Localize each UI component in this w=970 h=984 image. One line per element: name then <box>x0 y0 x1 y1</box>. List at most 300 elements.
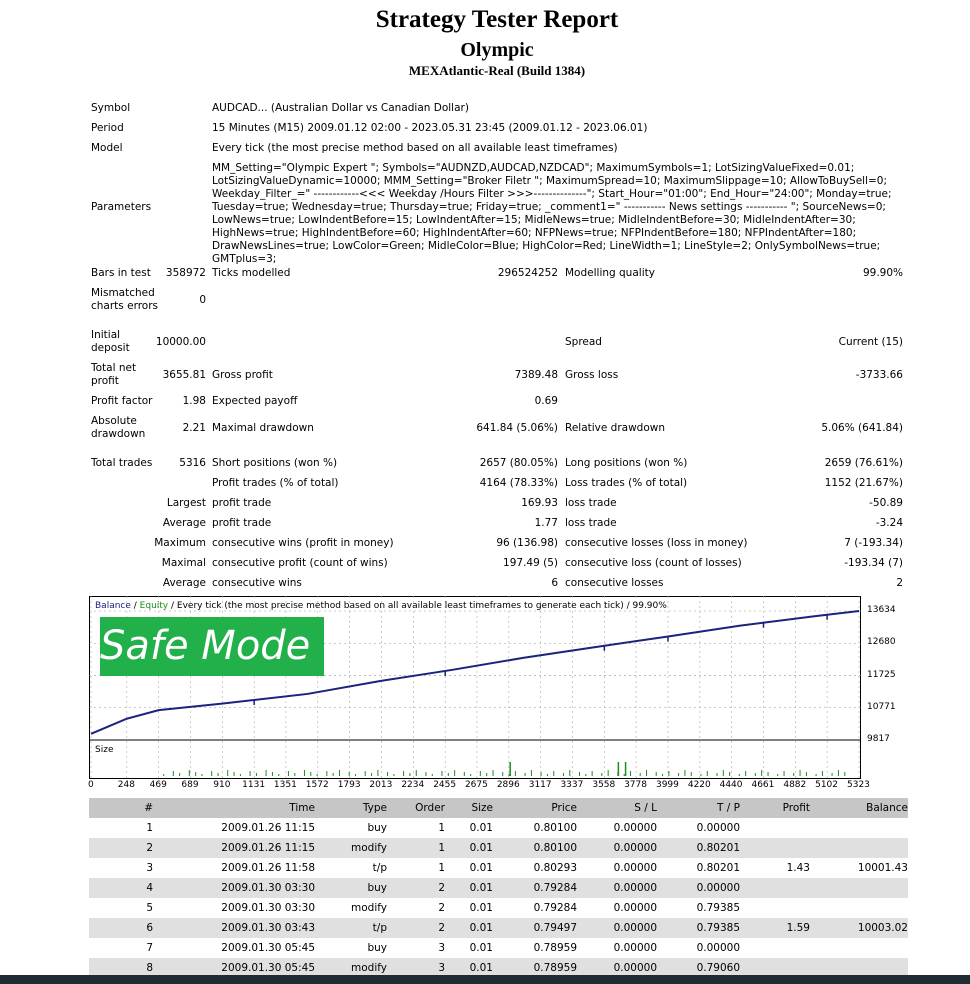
column-header: Time <box>153 798 315 818</box>
volume-bar <box>377 770 378 776</box>
x-tick-label: 0 <box>88 780 94 790</box>
grossloss-label: Gross loss <box>565 369 619 381</box>
y-tick-label: 13634 <box>867 605 896 615</box>
volume-bar <box>547 774 548 776</box>
bars-label: Bars in test <box>91 267 151 279</box>
table-cell: 2009.01.30 05:45 <box>153 958 315 978</box>
maximal-label: Maximal <box>161 557 206 569</box>
table-cell: 0.78959 <box>493 958 577 978</box>
volume-bar <box>240 774 241 776</box>
volume-bar <box>745 771 746 776</box>
volume-bar <box>409 773 410 776</box>
x-tick-label: 5323 <box>847 780 870 790</box>
avg-cons-losses-value: 2 <box>896 577 903 589</box>
table-cell: 1.43 <box>786 862 810 874</box>
mismatch-label: Mismatched charts errors <box>91 287 158 312</box>
volume-bar <box>509 774 510 776</box>
volume-bar <box>333 773 334 776</box>
table-header <box>89 798 908 818</box>
profittrades-value: 4164 (78.33%) <box>479 477 558 489</box>
volume-bar <box>272 772 273 776</box>
table-cell: 0.00000 <box>613 902 657 914</box>
table-row <box>89 838 908 858</box>
spread-label: Spread <box>565 336 602 348</box>
volume-bar <box>716 773 717 776</box>
maxdd-label: Maximal drawdown <box>212 422 314 434</box>
safe-mode-text: Safe Mode <box>100 623 311 669</box>
table-cell: 1.59 <box>740 918 810 938</box>
short-label: Short positions (won %) <box>212 457 338 469</box>
volume-bar <box>416 770 417 776</box>
maxdd-value: 641.84 (5.06%) <box>476 422 558 434</box>
long-label: Long positions (won %) <box>565 457 688 469</box>
profittrades-label: Profit trades (% of total) <box>212 477 339 489</box>
symbol-value: AUDCAD... (Australian Dollar vs Canadian Dollar) <box>212 102 469 114</box>
x-tick-label: 4440 <box>719 780 743 790</box>
volume-bar <box>349 772 350 776</box>
volume-bar <box>317 774 318 776</box>
legend-separator: / <box>130 601 140 611</box>
volume-bar <box>579 772 580 776</box>
volume-bar <box>448 773 449 776</box>
table-cell: 0.80100 <box>493 838 577 858</box>
volume-bar <box>173 771 174 776</box>
x-tick-label: 2675 <box>464 780 488 790</box>
volume-bar <box>294 773 295 776</box>
table-cell <box>810 838 908 858</box>
max-cons-wins-label: consecutive wins (profit in money) <box>212 537 394 549</box>
volume-bar <box>339 770 340 776</box>
table-cell: 6 <box>89 918 153 938</box>
x-tick-label: 3999 <box>655 780 679 790</box>
average2-label: Average <box>162 577 206 589</box>
x-tick-label: 248 <box>117 780 135 790</box>
volume-bar <box>844 772 845 776</box>
table-cell: 2009.01.26 11:58 <box>221 862 315 874</box>
x-tick-label: 2455 <box>433 780 457 790</box>
maximal-cons-profit-label: consecutive profit (count of wins) <box>212 557 388 569</box>
chart-legend <box>95 601 667 611</box>
table-cell <box>810 938 908 958</box>
volume-bar <box>326 771 327 776</box>
table-cell: modify <box>315 838 387 858</box>
table-cell: t/p <box>315 918 387 938</box>
volume-bar <box>700 774 701 776</box>
avg-cons-wins-label: consecutive wins <box>212 577 302 589</box>
average-loss-label: loss trade <box>565 517 617 529</box>
largest-loss-label: loss trade <box>565 497 617 509</box>
largest-profit-value: 169.93 <box>521 497 558 509</box>
table-cell: 0.01 <box>469 822 493 834</box>
volume-bar <box>310 772 311 776</box>
volume-bar <box>618 762 620 776</box>
bars-value: 358972 <box>165 267 206 279</box>
profitfactor-label: Profit factor <box>91 395 153 407</box>
report-title: Strategy Tester Report <box>375 6 619 33</box>
taskbar <box>0 975 970 984</box>
x-tick-label: 910 <box>213 780 231 790</box>
volume-bar <box>464 772 465 776</box>
maximum-label: Maximum <box>154 537 206 549</box>
table-cell <box>740 878 810 898</box>
volume-bar <box>470 774 471 776</box>
volume-bar <box>502 772 503 776</box>
deposit-label: Initial deposit <box>91 329 130 354</box>
netprofit-value: 3655.81 <box>162 369 206 381</box>
average-profit-value: 1.77 <box>534 517 558 529</box>
volume-bar <box>707 771 708 776</box>
model-value: Every tick (the most precise method based on all available least timeframes) <box>212 142 618 154</box>
spread-value: Current (15) <box>838 336 903 348</box>
avg-cons-wins-value: 6 <box>551 577 558 589</box>
y-tick-label: 11725 <box>867 669 896 680</box>
volume-bar <box>493 770 494 776</box>
mismatch-value: 0 <box>199 294 206 306</box>
table-cell: 0.79060 <box>657 958 740 978</box>
table-cell: 2 <box>89 838 153 858</box>
server-build: MEXAtlantic-Real (Build 1384) <box>408 63 586 78</box>
legend-equity: Equity <box>139 601 169 611</box>
table-cell: 2009.01.30 05:45 <box>221 942 315 954</box>
volume-bar <box>691 772 692 776</box>
table-cell: 2 <box>438 902 445 914</box>
table-cell: 1 <box>387 838 445 858</box>
table-cell: buy <box>367 822 387 834</box>
volume-bar <box>563 773 564 776</box>
table-cell: 0.78959 <box>533 942 577 954</box>
table-cell <box>740 818 810 838</box>
volume-bar <box>509 762 511 776</box>
totaltrades-label: Total trades <box>91 457 153 469</box>
ea-name: Olympic <box>460 39 534 61</box>
period-label: Period <box>91 122 124 134</box>
table-cell <box>740 938 810 958</box>
largest-profit-label: profit trade <box>212 497 272 509</box>
volume-bar <box>793 773 794 776</box>
quality-label: Modelling quality <box>565 267 655 279</box>
table-cell: 0.01 <box>445 918 493 938</box>
table-cell: 2009.01.26 11:15 <box>221 822 315 834</box>
table-cell: 0.00000 <box>613 862 657 874</box>
column-header: Balance <box>810 798 908 818</box>
deals-table <box>89 798 908 978</box>
x-tick-label: 1351 <box>273 780 297 790</box>
volume-bar <box>553 771 554 776</box>
volume-bar <box>800 770 801 776</box>
column-header: Profit <box>740 798 810 818</box>
volume-bar <box>729 772 730 776</box>
volume-bar <box>723 770 724 776</box>
volume-bar <box>179 773 180 776</box>
x-tick-label: 4661 <box>751 780 775 790</box>
table-cell: 1 <box>438 822 445 834</box>
totaltrades-value: 5316 <box>179 457 206 469</box>
volume-bar <box>656 772 657 776</box>
volume-bar <box>189 770 190 776</box>
volume-bar <box>365 771 366 776</box>
column-header: T / P <box>657 798 740 818</box>
table-cell: 3 <box>387 958 445 978</box>
x-tick-label: 1572 <box>305 780 329 790</box>
largest-loss-value: -50.89 <box>869 497 903 509</box>
table-cell: 0.00000 <box>577 958 657 978</box>
column-header: Price <box>493 798 577 818</box>
x-tick-label: 5102 <box>815 780 839 790</box>
losstrades-label: Loss trades (% of total) <box>565 477 688 489</box>
volume-bar <box>822 771 823 776</box>
legend-balance: Balance <box>95 601 131 611</box>
table-cell: 4 <box>89 878 153 898</box>
safe-mode-overlay <box>100 617 324 676</box>
volume-bar <box>806 772 807 776</box>
table-cell: 0.01 <box>445 838 493 858</box>
volume-bar <box>761 770 762 776</box>
parameters-label: Parameters <box>91 201 152 213</box>
table-cell: 0.79284 <box>493 878 577 898</box>
table-cell: 8 <box>89 958 153 978</box>
volume-bar <box>454 770 455 776</box>
volume-bar <box>668 771 669 776</box>
parameters-value: MM_Setting="Olympic Expert "; Symbols="AUDNZD,AUDCAD,NZDCAD"; MaximumSymbols=1; LotSizingValueFixed=0.01; LotSizingValueDynamic=10000; MMM_Setting="Broker Filetr "; MaximumSpread=10; MaximumSlippage=10; AllowToBuySell=0; Weekday_Filter_=" ------------<<< Weekday /Hours Filter >>>--------------"; Start_Hour="01:00"; End_Hour="24:00"; Monday=true; Tuesday=true; Wednesday=true; Thursday=true; Friday=true; _comment1=" ----------- News settings ----------- "; SourceNews=0; LowNews=true; LowIndentBefore=15; LowIndentAfter=15; MidleNews=true; MidleIndentBefore=30; MidleIndentAfter=30; HighNews=true; HighIndentBefore=60; HighIndentAfter=60; NFPNews=true; NFPIndentBefore=180; NFPIndentAfter=180; DrawNewsLines=true; LowColor=Green; MidleColor=Blue; HighColor=Red; LineWidth=1; LineStyle=2; OnlySymbolNews=true; GMTplus=3; <box>212 162 892 265</box>
volume-bar <box>739 774 740 776</box>
volume-bar <box>585 774 586 776</box>
table-cell: 0.00000 <box>577 838 657 858</box>
table-cell: 7 <box>146 942 153 954</box>
table-cell: 0.00000 <box>613 822 657 834</box>
maximal-cons-loss-value: -193.34 (7) <box>844 557 903 569</box>
volume-bar <box>371 773 372 776</box>
table-cell: 3 <box>146 862 153 874</box>
table-cell: t/p <box>372 862 387 874</box>
volume-bar <box>601 773 602 776</box>
table-row <box>89 818 908 838</box>
netprofit-label: Total net profit <box>91 362 137 387</box>
volume-bar <box>624 774 625 776</box>
table-cell <box>740 898 810 918</box>
quality-value: 99.90% <box>862 267 903 279</box>
table-cell: modify <box>351 902 387 914</box>
volume-bar <box>777 774 778 776</box>
volume-bar <box>250 771 251 776</box>
x-tick-label: 3337 <box>560 780 584 790</box>
table-cell: 2 <box>387 878 445 898</box>
reldd-value: 5.06% (641.84) <box>821 422 903 434</box>
table-cell <box>740 838 810 858</box>
volume-bar <box>432 774 433 776</box>
grossloss-value: -3733.66 <box>855 369 903 381</box>
y-tick-label: 10771 <box>867 701 896 712</box>
volume-bar <box>515 771 516 776</box>
reldd-label: Relative drawdown <box>565 422 666 434</box>
volume-bar <box>755 773 756 776</box>
legend-description: / Every tick (the most precise method based on all available least timeframes to generate each tick) / 99.90% <box>168 601 667 611</box>
x-tick-label: 1793 <box>337 780 361 790</box>
long-value: 2659 (76.61%) <box>824 457 903 469</box>
table-cell: 2009.01.30 03:30 <box>221 902 315 914</box>
max-cons-wins-value: 96 (136.98) <box>496 537 558 549</box>
average-label: Average <box>162 517 206 529</box>
volume-bar <box>234 772 235 776</box>
average-loss-value: -3.24 <box>875 517 903 529</box>
grossprofit-value: 7389.48 <box>514 369 558 381</box>
table-cell: 0.00000 <box>696 822 740 834</box>
ticks-label: Ticks modelled <box>212 267 291 279</box>
volume-bar <box>304 770 305 776</box>
table-cell: 0.00000 <box>577 918 657 938</box>
x-tick-label: 689 <box>181 780 199 790</box>
table-cell: 5 <box>146 902 153 914</box>
short-value: 2657 (80.05%) <box>479 457 558 469</box>
table-cell: 0.00000 <box>696 942 740 954</box>
table-cell: buy <box>367 942 387 954</box>
expectedpayoff-value: 0.69 <box>534 395 558 407</box>
volume-bar <box>525 773 526 776</box>
x-tick-label: 1131 <box>242 780 266 790</box>
table-cell: 0.80201 <box>657 838 740 858</box>
table-cell: 10001.43 <box>857 862 908 874</box>
volume-bar <box>784 771 785 776</box>
maximal-cons-loss-label: consecutive loss (count of losses) <box>565 557 742 569</box>
period-value: 15 Minutes (M15) 2009.01.12 02:00 - 2023.05.31 23:45 (2009.01.12 - 2023.06.01) <box>212 122 648 134</box>
table-cell: 1 <box>146 822 153 834</box>
volume-bar <box>355 774 356 776</box>
volume-bar <box>441 771 442 776</box>
table-row <box>89 918 908 938</box>
volume-bar <box>662 774 663 776</box>
column-header: # <box>89 798 153 818</box>
x-tick-label: 2234 <box>401 780 425 790</box>
largest-label: Largest <box>166 497 206 509</box>
volume-bar <box>832 773 833 776</box>
table-cell: 0.79385 <box>696 902 740 914</box>
losstrades-value: 1152 (21.67%) <box>824 477 903 489</box>
grossprofit-label: Gross profit <box>212 369 273 381</box>
volume-bar <box>425 772 426 776</box>
table-cell <box>810 878 908 898</box>
table-cell: 0.79385 <box>657 918 740 938</box>
table-cell: 0.80293 <box>533 862 577 874</box>
volume-bar <box>218 773 219 776</box>
volume-bar <box>541 772 542 776</box>
table-cell <box>810 898 908 918</box>
absdd-label: Absolute drawdown <box>91 415 146 440</box>
table-row <box>89 938 908 958</box>
volume-bar <box>569 770 570 776</box>
x-tick-label: 3558 <box>592 780 616 790</box>
ticks-value: 296524252 <box>497 267 558 279</box>
volume-bar <box>480 771 481 776</box>
table-cell: 10003.02 <box>810 918 908 938</box>
volume-bar <box>256 773 257 776</box>
volume-bar <box>816 774 817 776</box>
volume-bar <box>531 770 532 776</box>
avg-cons-losses-label: consecutive losses <box>565 577 664 589</box>
profitfactor-value: 1.98 <box>182 395 206 407</box>
table-cell: 0.79284 <box>533 902 577 914</box>
volume-bar <box>768 772 769 776</box>
table-cell: 2009.01.26 11:15 <box>153 838 315 858</box>
table-row <box>89 858 908 878</box>
table-cell: 0.79497 <box>493 918 577 938</box>
column-header: Type <box>315 798 387 818</box>
volume-bar <box>278 774 279 776</box>
size-label: Size <box>95 745 114 755</box>
table-cell <box>810 818 908 838</box>
x-tick-label: 469 <box>149 780 167 790</box>
column-header: S / L <box>577 798 657 818</box>
table-cell: 0.00000 <box>577 878 657 898</box>
volume-bar <box>592 771 593 776</box>
x-tick-label: 2896 <box>496 780 520 790</box>
volume-bar <box>288 771 289 776</box>
absdd-value: 2.21 <box>182 422 206 434</box>
x-tick-label: 3778 <box>624 780 647 790</box>
expectedpayoff-label: Expected payoff <box>212 395 298 407</box>
table-cell: 0.01 <box>445 958 493 978</box>
table-cell: 3 <box>438 942 445 954</box>
volume-bar <box>393 774 394 776</box>
volume-bar <box>486 773 487 776</box>
x-tick-label: 2013 <box>369 780 393 790</box>
volume-bar <box>403 771 404 776</box>
table-row <box>89 878 908 898</box>
volume-bar <box>211 771 212 776</box>
volume-bar <box>640 773 641 776</box>
table-cell: 0.01 <box>445 878 493 898</box>
max-cons-losses-value: 7 (-193.34) <box>844 537 903 549</box>
y-tick-label: 12680 <box>867 637 896 648</box>
average-profit-label: profit trade <box>212 517 272 529</box>
x-tick-label: 3117 <box>528 780 552 790</box>
table-cell: 0.01 <box>469 862 493 874</box>
volume-bar <box>387 772 388 776</box>
column-header: Size <box>445 798 493 818</box>
table-cell: 2009.01.30 03:43 <box>153 918 315 938</box>
volume-bar <box>202 774 203 776</box>
table-cell: buy <box>315 878 387 898</box>
volume-bar <box>678 773 679 776</box>
y-tick-label: 9817 <box>867 734 890 744</box>
volume-bar <box>227 770 228 776</box>
table-cell: 2009.01.30 03:30 <box>153 878 315 898</box>
table-cell: 1 <box>438 862 445 874</box>
deposit-value: 10000.00 <box>155 336 206 348</box>
volume-bar <box>630 771 631 776</box>
x-tick-label: 4882 <box>783 780 807 790</box>
table-cell: 2 <box>387 918 445 938</box>
volume-bar <box>163 774 164 776</box>
table-cell: 0.80100 <box>533 822 577 834</box>
volume-bar <box>838 770 839 776</box>
table-cell: 0.00000 <box>613 942 657 954</box>
maximal-cons-profit-value: 197.49 (5) <box>503 557 558 569</box>
table-row <box>89 898 908 918</box>
table-cell: 0.01 <box>469 902 493 914</box>
symbol-label: Symbol <box>91 102 131 114</box>
volume-bar <box>625 762 627 776</box>
table-cell: modify <box>315 958 387 978</box>
volume-bar <box>684 770 685 776</box>
model-label: Model <box>91 142 123 154</box>
table-cell: 0.00000 <box>657 878 740 898</box>
volume-bar <box>195 772 196 776</box>
table-cell: 0.80201 <box>696 862 740 874</box>
volume-bar <box>608 770 609 776</box>
column-header: Order <box>387 798 445 818</box>
x-tick-label: 4220 <box>687 780 711 790</box>
max-cons-losses-label: consecutive losses (loss in money) <box>565 537 748 549</box>
table-cell: 0.01 <box>469 942 493 954</box>
